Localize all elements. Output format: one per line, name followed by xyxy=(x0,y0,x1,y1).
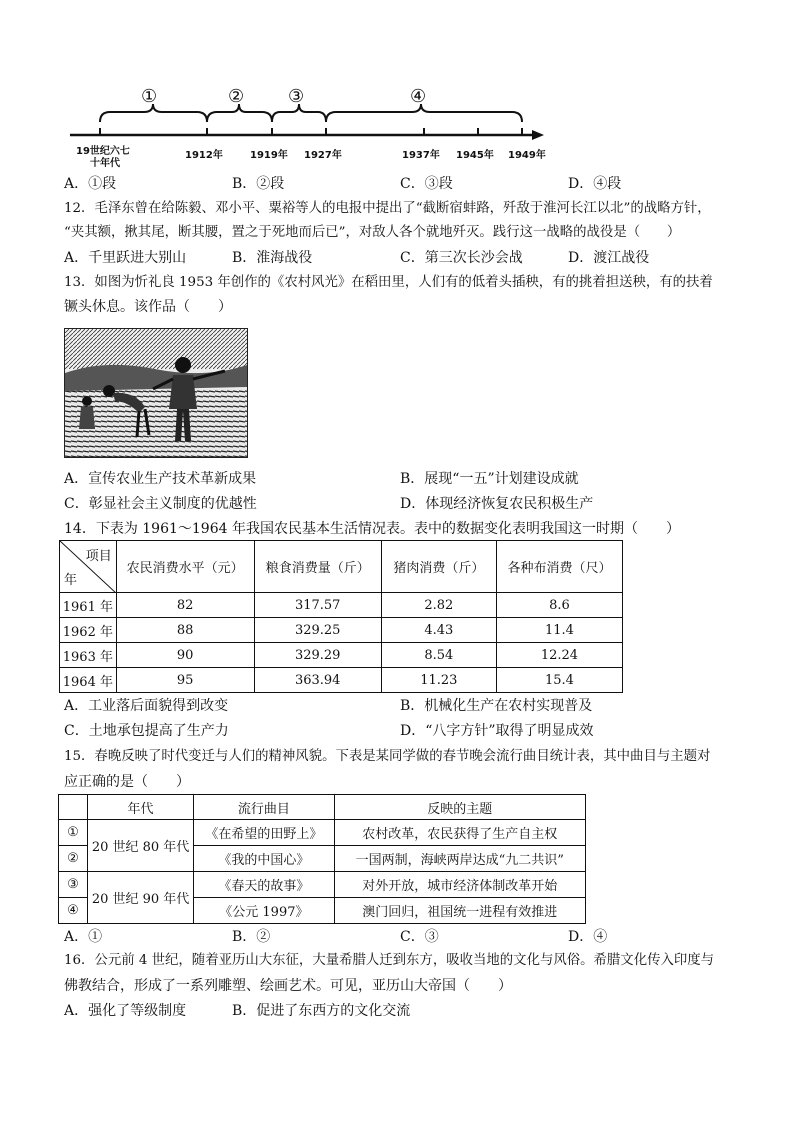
table-cell: 4.43 xyxy=(381,618,496,643)
table-cell: 317.57 xyxy=(254,593,381,618)
table-row xyxy=(59,820,586,846)
timeline-arrow xyxy=(532,130,544,140)
table-cell: 1962 年 xyxy=(60,618,117,643)
table-cell: 2.82 xyxy=(381,593,496,618)
q15-stem-line1: 15．春晚反映了时代变迁与人们的精神风貌。下表是某同学做的春节晚会流行曲目统计表，其中曲目与主题对 xyxy=(64,749,711,764)
table-cell: 11.23 xyxy=(381,668,496,693)
table-cell: 329.25 xyxy=(254,618,381,643)
q15-stem-line2: 应正确的是（ ） xyxy=(64,774,190,790)
q16-option-a: A．强化了等级制度 xyxy=(64,1003,187,1019)
q15-decade-80: 20 世纪 80 年代 xyxy=(87,820,193,872)
q15-song-table xyxy=(58,794,586,924)
table-cell: ① xyxy=(59,820,88,846)
table-cell: ③ xyxy=(59,872,88,898)
tick-label-start-2: 十年代 xyxy=(90,158,120,169)
woodcut-artwork-image xyxy=(64,328,248,458)
q13-stem-line1: 13．如图为忻礼良 1953 年创作的《农村风光》在稻田里，人们有的低着头插秧，有的挑着担送秧，有的扶着 xyxy=(64,275,713,290)
tick-label-1945: 1945年 xyxy=(456,150,494,161)
table-cell: 15.4 xyxy=(496,668,622,693)
q13-option-b: B．展现“一五”计划建设成就 xyxy=(400,471,579,487)
table-cell: ④ xyxy=(59,898,88,924)
q15-decade-90: 20 世纪 90 年代 xyxy=(87,872,193,924)
table-row xyxy=(60,618,623,643)
table-row xyxy=(59,872,586,898)
q15-option-a: A．① xyxy=(64,929,103,945)
table-cell: 《公元 1997》 xyxy=(194,898,334,924)
q14-data-table xyxy=(59,540,623,693)
q12-option-a: A．千里跃进大别山 xyxy=(64,250,187,266)
q12-option-b: B．淮海战役 xyxy=(232,250,313,266)
segment-label-2: ② xyxy=(228,86,245,107)
tick-label-1927: 1927年 xyxy=(304,150,342,161)
q15-header-empty xyxy=(59,795,88,820)
table-cell: 1963 年 xyxy=(60,643,117,668)
q11-option-c: C．③段 xyxy=(400,176,453,192)
q15-header: 流行曲目 xyxy=(194,795,334,820)
table-cell: 澳门回归，祖国统一进程有效推进 xyxy=(334,898,585,924)
q11-option-d: D．④段 xyxy=(568,176,622,192)
q15-header-row xyxy=(59,795,586,820)
table-cell: 90 xyxy=(116,643,254,668)
q14-header: 猪肉消费（斤） xyxy=(381,541,496,593)
q12-stem-line2: “夹其额，揪其尾，断其腰，置之于死地而后已”，对敌人各个就地歼灭。践行这一战略的战役是（ ） xyxy=(64,225,681,240)
table-cell: 88 xyxy=(116,618,254,643)
q14-header: 农民消费水平（元） xyxy=(116,541,254,593)
table-cell: 11.4 xyxy=(496,618,622,643)
table-row xyxy=(60,668,623,693)
q13-stem-line2: 镢头休息。该作品（ ） xyxy=(64,299,232,315)
table-cell: 一国两制，海峡两岸达成“九二共识” xyxy=(334,846,585,872)
table-cell: 《我的中国心》 xyxy=(194,846,334,872)
q15-header: 反映的主题 xyxy=(334,795,585,820)
table-cell: 8.6 xyxy=(496,593,622,618)
q14-corner-top: 项目 xyxy=(85,549,112,564)
tick-label-1919: 1919年 xyxy=(250,150,288,161)
table-cell: 8.54 xyxy=(381,643,496,668)
table-cell: 363.94 xyxy=(254,668,381,693)
q13-option-c: C．彰显社会主义制度的优越性 xyxy=(64,496,257,512)
table-cell: 82 xyxy=(116,593,254,618)
q12-stem-line1: 12．毛泽东曾在给陈毅、邓小平、粟裕等人的电报中提出了“截断宿蚌路，歼敌于淮河长江以北”的战略方针， xyxy=(64,201,711,216)
q13-option-d: D．体现经济恢复农民积极生产 xyxy=(400,496,594,512)
table-row xyxy=(60,643,623,668)
q15-option-b: B．② xyxy=(232,929,271,945)
tick-label-1949: 1949年 xyxy=(508,150,546,161)
woodcut-svg xyxy=(65,329,247,457)
table-cell: 329.29 xyxy=(254,643,381,668)
q14-corner-cell xyxy=(60,541,117,593)
table-cell: 《春天的故事》 xyxy=(194,872,334,898)
q12-option-d: D．渡江战役 xyxy=(568,250,650,266)
q11-option-a: A．①段 xyxy=(64,176,117,192)
q14-option-a: A．工业落后面貌得到改变 xyxy=(64,698,229,714)
q15-option-d: D．④ xyxy=(568,929,608,945)
tick-label-1937: 1937年 xyxy=(402,150,440,161)
q16-option-b: B．促进了东西方的文化交流 xyxy=(232,1003,411,1019)
q16-stem-line1: 16．公元前 4 世纪，随着亚历山大东征，大量希腊人迁到东方，吸收当地的文化与风俗。希腊文化传入印度与 xyxy=(64,953,715,968)
q11-option-b: B．②段 xyxy=(232,176,285,192)
q14-header-row xyxy=(60,541,623,593)
q14-option-b: B．机械化生产在农村实现普及 xyxy=(400,698,593,714)
q15-option-c: C．③ xyxy=(400,929,439,945)
table-cell: ② xyxy=(59,846,88,872)
q14-option-c: C．土地承包提高了生产力 xyxy=(64,723,229,739)
q12-option-c: C．第三次长沙会战 xyxy=(400,250,523,266)
table-cell: 《在希望的田野上》 xyxy=(194,820,334,846)
q14-option-d: D．“八字方针”取得了明显成效 xyxy=(400,723,594,739)
table-cell: 12.24 xyxy=(496,643,622,668)
q13-option-a: A．宣传农业生产技术革新成果 xyxy=(64,471,257,487)
tick-label-start-1: 19世纪六七 xyxy=(76,146,130,157)
q16-stem-line2: 佛教结合，形成了一系列雕塑、绘画艺术。可见，亚历山大帝国（ ） xyxy=(64,978,512,994)
segment-label-3: ③ xyxy=(288,86,305,107)
q15-header: 年代 xyxy=(87,795,193,820)
tick-label-1912: 1912年 xyxy=(185,150,223,161)
table-cell: 对外开放，城市经济体制改革开始 xyxy=(334,872,585,898)
q14-header: 各种布消费（尺） xyxy=(496,541,622,593)
segment-label-1: ① xyxy=(141,86,158,107)
table-cell: 农村改革，农民获得了生产自主权 xyxy=(334,820,585,846)
table-cell: 1961 年 xyxy=(60,593,117,618)
table-cell: 1964 年 xyxy=(60,668,117,693)
timeline-figure xyxy=(62,78,552,170)
q14-corner-bottom: 年 xyxy=(64,573,78,588)
q14-header: 粮食消费量（斤） xyxy=(254,541,381,593)
table-row xyxy=(60,593,623,618)
q14-stem: 14．下表为 1961～1964 年我国农民基本生活情况表。表中的数据变化表明我国这一时期（ ） xyxy=(64,521,680,537)
table-cell: 95 xyxy=(116,668,254,693)
segment-label-4: ④ xyxy=(410,86,427,107)
